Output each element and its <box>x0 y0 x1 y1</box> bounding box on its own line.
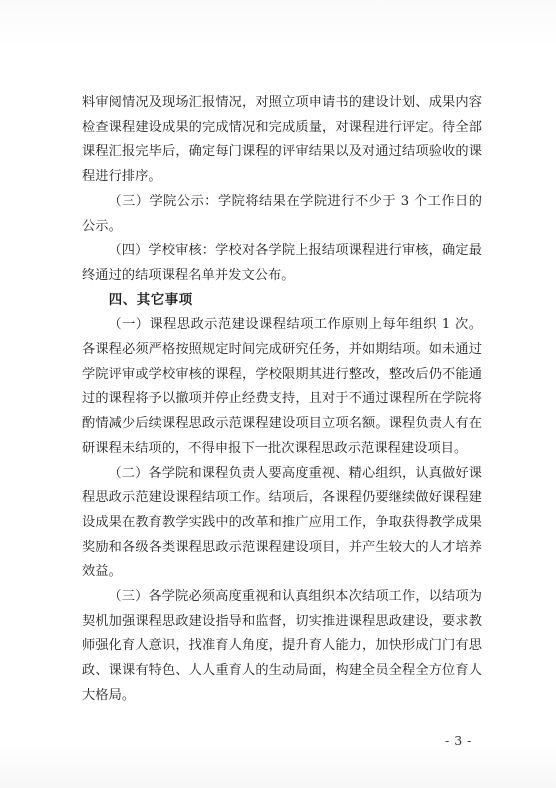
paragraph-school-review: （四）学校审核：学校对各学院上报结项课程进行审核，确定最终通过的结项课程名单并发文公布。 <box>82 243 482 283</box>
paragraph-college-publicity: （三）学院公示：学院将结果在学院进行不少于 3 个工作日的公示。 <box>82 193 482 234</box>
paragraph-item-two: （二）各学院和课程负责人要高度重视、精心组织，认真做好课程思政示范建设课程结项工作。结项后，各课程仍要继续做好课程建设成果在教育教学实践中的改革和推广应用工作，争取获得教学成果奖励和各级各类课程思政示范课程建设项目，并产生较大的人才培养效益。 <box>82 465 482 580</box>
paragraph-item-one: （一）课程思政示范建设课程结项工作原则上每年组织 1 次。各课程必须严格按照规定时间完成研究任务，并如期结项。如未通过学院评审或学校审核的课程，学校限期其进行整改，整改后仍不能通过的课程将予以撤项并停止经费支持，且对于不通过课程所在学院将酌情减少后续课程思政示范课程建设项目立项名额。课程负责人有在研课程未结项的，不得申报下一批次课程思政示范课程建设项目。 <box>82 317 482 456</box>
page-number: - 3 - <box>445 733 472 748</box>
document-body <box>82 91 482 709</box>
paragraph-item-three: （三）各学院必须高度重视和认真组织本次结项工作，以结项为契机加强课程思政建设指导和监督，切实推进课程思政建设，要求教师强化育人意识，找准育人角度，提升育人能力，加快形成门门有思政、课课有特色、人人重育人的生动局面，构建全员全程全方位育人大格局。 <box>82 589 482 703</box>
section-heading-other-matters: 四、其它事项 <box>108 292 193 308</box>
paragraph-review-continuation: 料审阅情况及现场汇报情况，对照立项申请书的建设计划、成果内容检查课程建设成果的完成情况和完成质量，对课程进行评定。待全部课程汇报完毕后，确定每门课程的评审结果以及对通过结项验收的课程进行排序。 <box>82 95 482 185</box>
